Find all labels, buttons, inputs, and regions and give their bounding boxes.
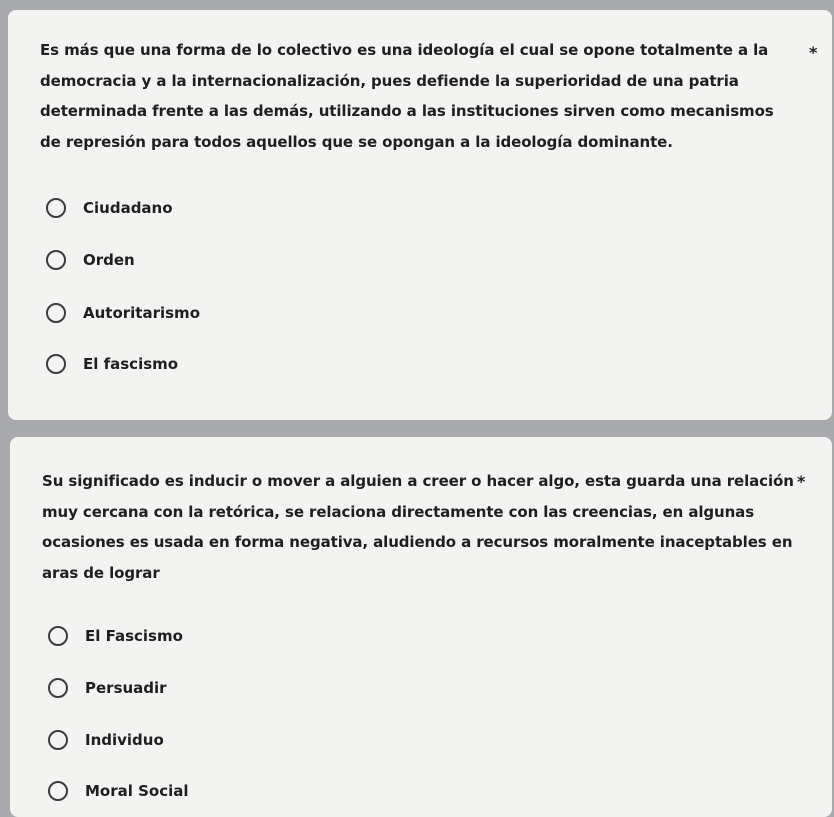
radio-option-el-fascismo[interactable] bbox=[46, 351, 178, 377]
option-label: Ciudadano bbox=[83, 199, 173, 217]
option-label: Orden bbox=[83, 251, 135, 269]
question-card-2 bbox=[10, 437, 832, 817]
radio-option-autoritarismo[interactable] bbox=[46, 300, 200, 326]
radio-button[interactable] bbox=[46, 354, 66, 374]
radio-option-orden[interactable] bbox=[46, 247, 135, 273]
radio-option-el-fascismo-2[interactable] bbox=[48, 623, 183, 649]
question-1-text: Es más que una forma de lo colectivo es una ideología el cual se opone totalmente a la democracia y a la internacionalización, pues defiende la superioridad de una patria determinada frente a las demás, utilizando a las instituciones sirven como mecanismos de represión para todos aquellos que se opongan a la ideología dominante. bbox=[40, 41, 774, 151]
radio-option-moral-social[interactable] bbox=[48, 778, 189, 804]
radio-button[interactable] bbox=[48, 678, 68, 698]
question-card-1 bbox=[8, 10, 832, 420]
radio-option-persuadir[interactable] bbox=[48, 675, 167, 701]
radio-button[interactable] bbox=[48, 730, 68, 750]
required-asterisk: * bbox=[809, 43, 818, 62]
radio-button[interactable] bbox=[48, 626, 68, 646]
option-label: Autoritarismo bbox=[83, 304, 200, 322]
option-label: Persuadir bbox=[85, 679, 167, 697]
radio-button[interactable] bbox=[46, 303, 66, 323]
radio-button[interactable] bbox=[48, 781, 68, 801]
option-label: El Fascismo bbox=[85, 627, 183, 645]
radio-button[interactable] bbox=[46, 198, 66, 218]
radio-option-ciudadano[interactable] bbox=[46, 195, 173, 221]
option-label: Individuo bbox=[85, 731, 164, 749]
question-2-text: Su significado es inducir o mover a alguien a creer o hacer algo, esta guarda una relación muy cercana con la retórica, se relaciona directamente con las creencias, en algunas ocasiones es usada en forma negativa, aludiendo a recursos moralmente inaceptables en aras de lograr bbox=[42, 472, 794, 582]
option-label: Moral Social bbox=[85, 782, 189, 800]
radio-button[interactable] bbox=[46, 250, 66, 270]
option-label: El fascismo bbox=[83, 355, 179, 373]
required-asterisk: * bbox=[797, 472, 806, 491]
radio-option-individuo[interactable] bbox=[48, 727, 164, 753]
